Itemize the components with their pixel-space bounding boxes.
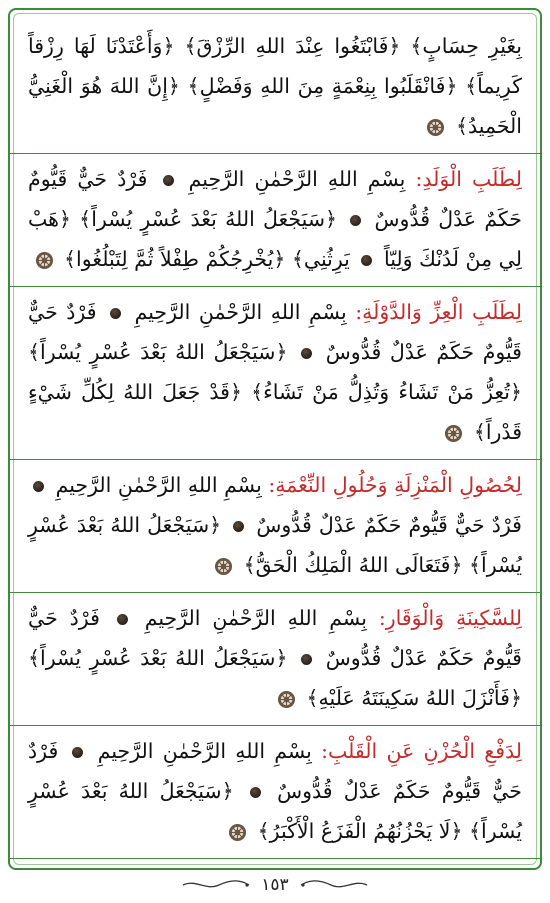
verse-text: يَرِثُنِي﴾ ﴿يُخْرِجُكُمْ طِفْلاً ثُمَّ لِتَبْلُغُوا﴾ (64, 247, 350, 271)
rosette-end-icon (444, 424, 463, 443)
separator-dot-icon (163, 175, 174, 186)
section-joy (24, 862, 526, 870)
basmala-text: بِسْمِ اللهِ الرَّحْمٰنِ الرَّحِيمِ (97, 739, 312, 763)
page-frame (8, 8, 542, 870)
verse-text: ﴿سَيَجْعَلُ اللهُ بَعْدَ عُسْرٍ يُسْراً﴾ ﴿فَتَعَالَى اللهُ الْمَلِكُ الْحَقُّ﴾ (28, 513, 522, 577)
section-divider (10, 725, 540, 726)
verse-text: ﴿سَيَجْعَلُ اللهُ بَعْدَ عُسْرٍ يُسْراً﴾ ﴿تُعِزُّ مَنْ تَشَاءُ وَتُذِلُّ مَنْ تَشَاءُ﴾ ﴿قَدْ جَعَلَ اللهُ لِكُلِّ شَيْءٍ قَدْراً﴾ (28, 340, 522, 444)
rosette-end-icon (35, 251, 54, 270)
names-text: فَرْدٌ حَيٌّ قَيُّومٌ حَكَمٌ عَدْلٌ قُدُّوسٌ (28, 606, 522, 670)
rosette-end-icon (426, 118, 445, 137)
section-heading: لِدَفْعِ الْحُزْنِ عَنِ الْقَلْبِ: (321, 739, 522, 763)
section-child (24, 157, 526, 283)
page-content (24, 24, 526, 858)
separator-dot-icon (110, 308, 121, 319)
names-text: فَرْدٌ حَيٌّ قَيُّومٌ حَكَمٌ عَدْلٌ قُدُّوسٌ (28, 167, 522, 231)
basmala-text: بِسْمِ اللهِ الرَّحْمٰنِ الرَّحِيمِ (134, 300, 347, 324)
separator-dot-icon (233, 521, 244, 532)
names-text: فَرْدٌ حَيٌّ قَيُّومٌ حَكَمٌ عَدْلٌ قُدُّوسٌ (256, 513, 522, 537)
section-divider (10, 286, 540, 287)
verse-text: ﴿سَيَجْعَلُ اللهُ بَعْدَ عُسْرٍ يُسْراً﴾ ﴿فَأَنْزَلَ اللهُ سَكِينَتَهُ عَلَيْهِ﴾ (28, 646, 522, 710)
section-heading: لِلسَّكِينَةِ وَالْوَقَارِ: (378, 606, 522, 630)
section-tranquility (24, 596, 526, 722)
verse-text: ﴿سَيَجْعَلُ اللهُ بَعْدَ عُسْرٍ يُسْراً﴾ ﴿لَا يَحْزُنُهُمُ الْفَزَعُ الْأَكْبَرُ﴾ (28, 779, 522, 843)
page-number: ١٥٣ (261, 875, 289, 895)
section-heading: لِطَلَبِ الْوَلَدِ: (415, 167, 522, 191)
separator-dot-icon (301, 348, 312, 359)
names-text: فَرْدٌ حَيٌّ قَيُّومٌ حَكَمٌ عَدْلٌ قُدُّوسٌ (28, 739, 522, 803)
separator-dot-icon (117, 614, 128, 625)
names-text: فَرْدٌ حَيٌّ قَيُّومٌ حَكَمٌ عَدْلٌ قُدُّوسٌ (28, 300, 522, 364)
basmala-text: بِسْمِ اللهِ الرَّحْمٰنِ الرَّحِيمِ (144, 606, 367, 630)
section-honor (24, 290, 526, 456)
separator-dot-icon (350, 215, 361, 226)
rosette-end-icon (228, 823, 247, 842)
section-divider (10, 592, 540, 593)
separator-dot-icon (250, 787, 261, 798)
section-continuation (24, 24, 526, 150)
section-heading: لِحُصُولِ الْمَنْزِلَةِ وَحُلُولِ النِّعْمَةِ: (268, 473, 522, 497)
basmala-text: بِسْمِ اللهِ الرَّحْمٰنِ الرَّحِيمِ (55, 473, 262, 497)
verse-text: ﴿فَانْقَلَبُوا بِنِعْمَةٍ مِنَ اللهِ وَفَضْلٍ﴾ ﴿إِنَّ اللهَ هُوَ الْغَنِيُّ الْحَمِيدُ﴾ (28, 74, 522, 138)
verse-text: بِغَيْرِ حِسَابٍ﴾ ﴿فَابْتَغُوا عِنْدَ اللهِ الرِّزْقَ﴾ ﴿وَأَعْتَدْنَا لَهَا رِزْقاً كَرِيماً﴾ (28, 34, 522, 98)
separator-dot-icon (301, 654, 312, 665)
page-footer (0, 872, 550, 898)
rosette-end-icon (277, 690, 296, 709)
section-divider (10, 153, 540, 154)
separator-dot-icon (72, 747, 83, 758)
section-grief (24, 729, 526, 855)
section-divider (10, 858, 540, 859)
verse-text: ﴿سَيَجْعَلُ اللهُ بَعْدَ عُسْرٍ يُسْراً﴾ ﴿هَبْ لِي مِنْ لَدُنْكَ وَلِيّاً (28, 207, 522, 271)
rosette-end-icon (214, 557, 233, 576)
section-divider (10, 459, 540, 460)
separator-dot-icon (361, 255, 372, 266)
separator-dot-icon (33, 481, 44, 492)
section-status (24, 463, 526, 589)
basmala-text: بِسْمِ اللهِ الرَّحْمٰنِ الرَّحِيمِ (188, 167, 406, 191)
flourish-left-icon (181, 878, 251, 892)
section-heading: لِطَلَبِ الْعِزِّ وَالدَّوْلَةِ: (355, 300, 522, 324)
flourish-right-icon (299, 878, 369, 892)
